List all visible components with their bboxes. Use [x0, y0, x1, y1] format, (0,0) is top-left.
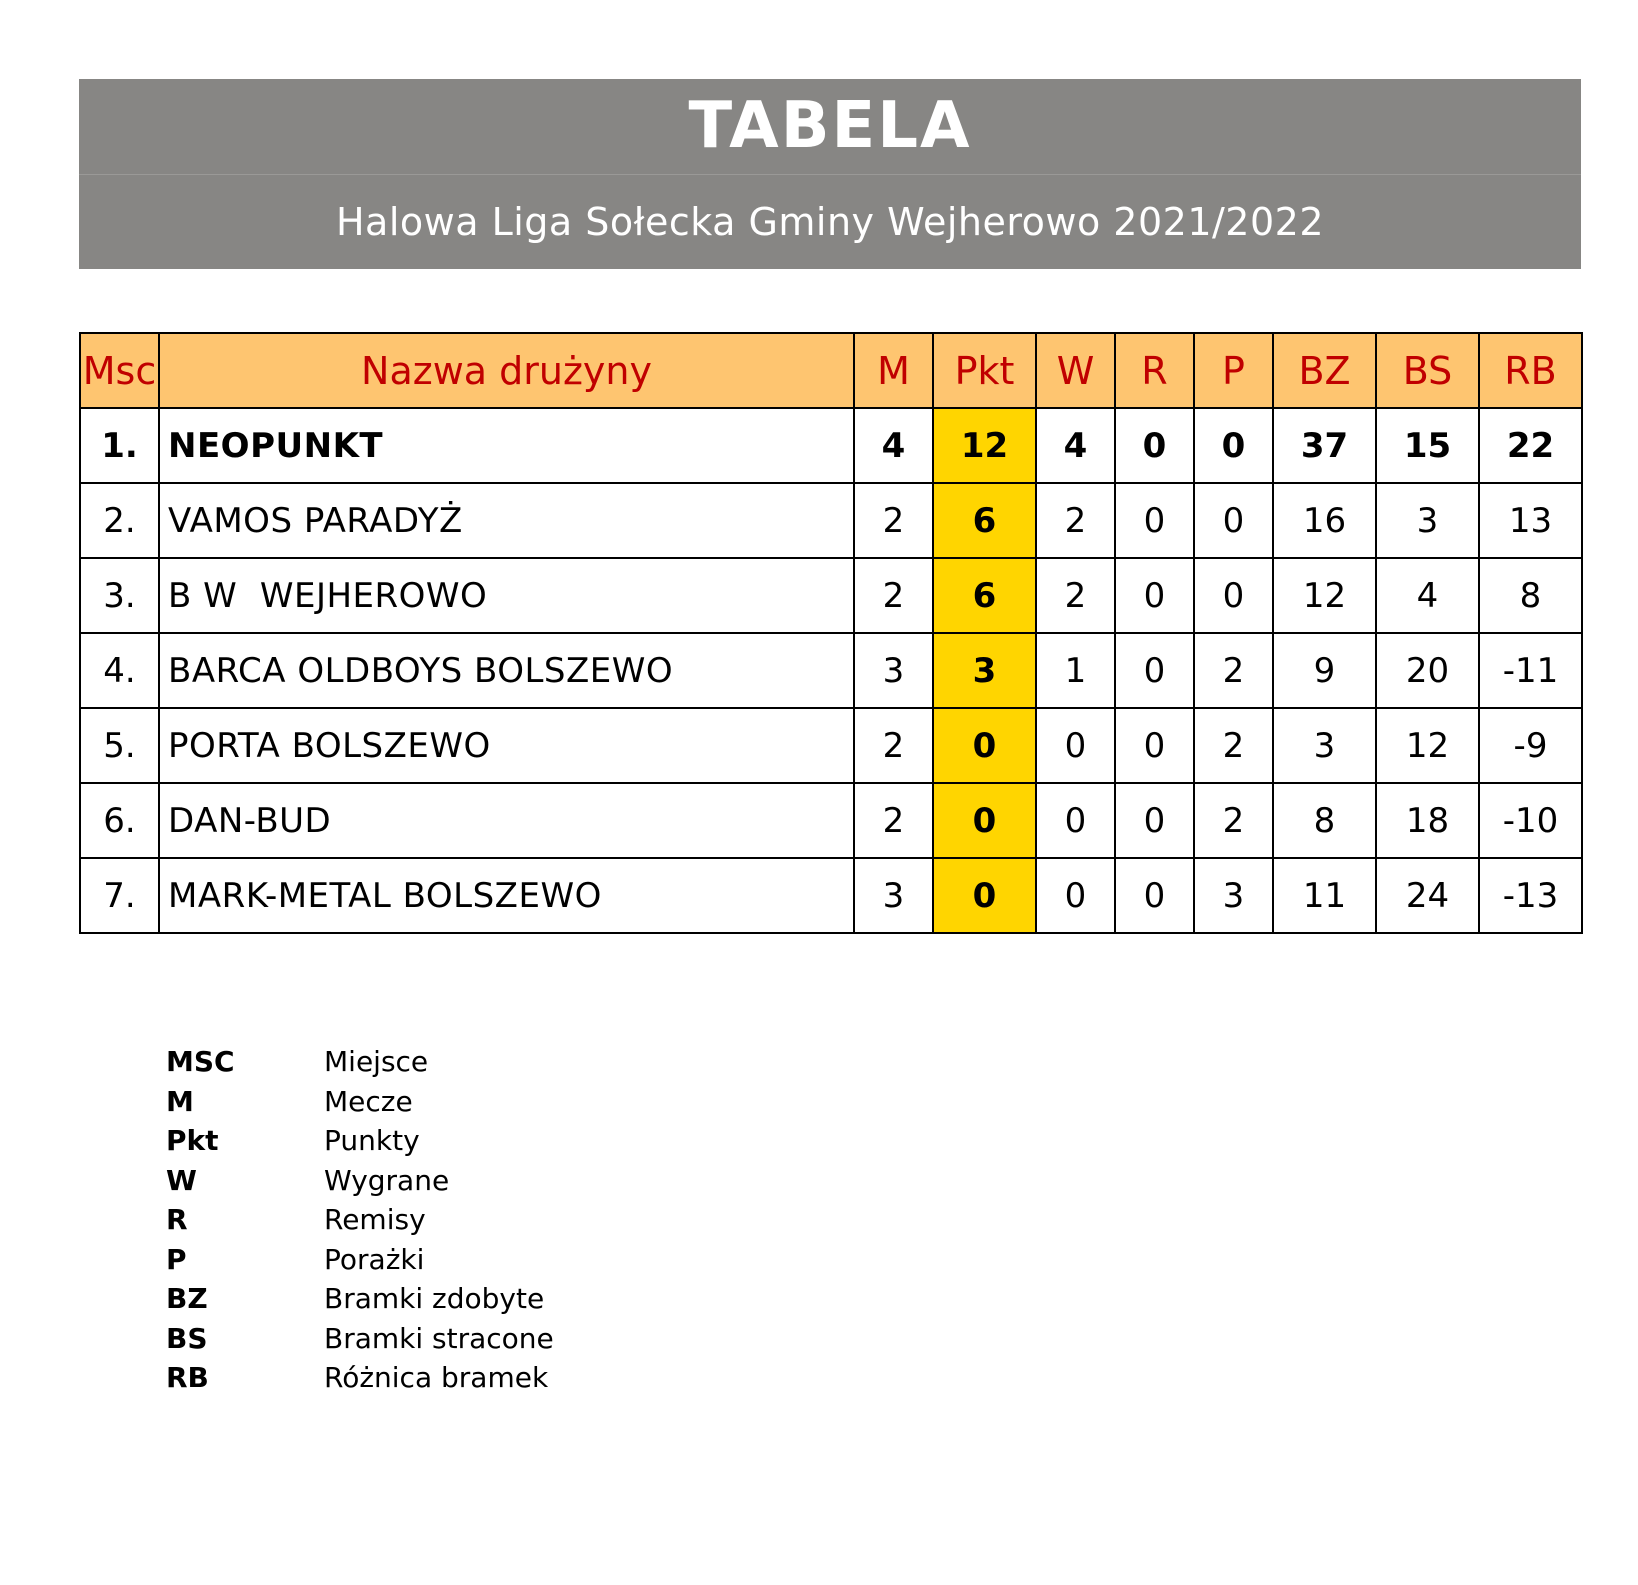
cell-m: 3 [854, 633, 933, 708]
header-m: M [854, 333, 933, 408]
cell-p: 3 [1194, 858, 1273, 933]
cell-w: 2 [1036, 558, 1115, 633]
legend-abbr: Pkt [166, 1124, 219, 1157]
header-msc: Msc [80, 333, 159, 408]
cell-rb: -9 [1479, 708, 1582, 783]
cell-bz: 9 [1273, 633, 1376, 708]
cell-bz: 3 [1273, 708, 1376, 783]
header-pkt: Pkt [933, 333, 1036, 408]
cell-team: DAN-BUD [159, 783, 854, 858]
cell-p: 2 [1194, 633, 1273, 708]
legend-abbr: RB [166, 1361, 209, 1394]
cell-pkt: 3 [933, 633, 1036, 708]
table-row [80, 558, 1582, 633]
legend-row [166, 1161, 554, 1201]
cell-r: 0 [1115, 858, 1194, 933]
cell-p: 2 [1194, 783, 1273, 858]
header-p: P [1194, 333, 1273, 408]
cell-w: 0 [1036, 783, 1115, 858]
cell-bz: 37 [1273, 408, 1376, 483]
legend-desc: Mecze [324, 1084, 413, 1118]
table-row [80, 408, 1582, 483]
cell-msc: 3. [80, 558, 159, 633]
header-team: Nazwa drużyny [159, 333, 854, 408]
legend-row [166, 1358, 554, 1398]
header-bz: BZ [1273, 333, 1376, 408]
legend-abbr: MSC [166, 1045, 235, 1078]
cell-bz: 8 [1273, 783, 1376, 858]
cell-p: 2 [1194, 708, 1273, 783]
cell-r: 0 [1115, 633, 1194, 708]
cell-p: 0 [1194, 408, 1273, 483]
cell-bz: 11 [1273, 858, 1376, 933]
table-row [80, 708, 1582, 783]
cell-msc: 5. [80, 708, 159, 783]
cell-rb: -11 [1479, 633, 1582, 708]
page-subtitle: Halowa Liga Sołecka Gminy Wejherowo 2021/2022 [335, 200, 1325, 244]
legend-desc: Bramki stracone [324, 1321, 554, 1355]
legend-row [166, 1279, 554, 1319]
header-w: W [1036, 333, 1115, 408]
cell-r: 0 [1115, 783, 1194, 858]
table-row [80, 783, 1582, 858]
legend-desc: Wygrane [324, 1163, 450, 1197]
table-row [80, 483, 1582, 558]
cell-team: PORTA BOLSZEWO [159, 708, 854, 783]
legend-row [166, 1240, 554, 1280]
cell-m: 3 [854, 858, 933, 933]
legend-row [166, 1121, 554, 1161]
cell-msc: 6. [80, 783, 159, 858]
cell-bs: 24 [1376, 858, 1479, 933]
cell-team: BARCA OLDBOYS BOLSZEWO [159, 633, 854, 708]
cell-bs: 18 [1376, 783, 1479, 858]
cell-w: 4 [1036, 408, 1115, 483]
cell-msc: 2. [80, 483, 159, 558]
cell-p: 0 [1194, 558, 1273, 633]
cell-team: B W WEJHEROWO [159, 558, 854, 633]
cell-msc: 7. [80, 858, 159, 933]
cell-w: 0 [1036, 708, 1115, 783]
legend-abbr: R [166, 1203, 188, 1236]
standings-table [79, 332, 1583, 934]
legend-row [166, 1200, 554, 1240]
legend-abbr: BZ [166, 1282, 208, 1315]
cell-rb: -13 [1479, 858, 1582, 933]
legend [166, 1042, 554, 1398]
legend-desc: Różnica bramek [324, 1361, 549, 1394]
cell-rb: -10 [1479, 783, 1582, 858]
legend-row [166, 1042, 554, 1082]
legend-row [166, 1319, 554, 1359]
cell-m: 2 [854, 708, 933, 783]
cell-m: 2 [854, 483, 933, 558]
cell-team: VAMOS PARADYŻ [159, 483, 854, 558]
cell-pkt: 0 [933, 858, 1036, 933]
cell-m: 2 [854, 558, 933, 633]
cell-msc: 4. [80, 633, 159, 708]
cell-bs: 3 [1376, 483, 1479, 558]
legend-abbr: P [166, 1242, 187, 1276]
cell-bz: 12 [1273, 558, 1376, 633]
cell-bs: 15 [1376, 408, 1479, 483]
cell-bs: 4 [1376, 558, 1479, 633]
legend-desc: Punkty [324, 1124, 420, 1157]
cell-w: 1 [1036, 633, 1115, 708]
legend-abbr: M [166, 1084, 194, 1118]
header-r: R [1115, 333, 1194, 408]
cell-team: NEOPUNKT [159, 408, 854, 483]
cell-pkt: 6 [933, 558, 1036, 633]
cell-rb: 13 [1479, 483, 1582, 558]
cell-w: 0 [1036, 858, 1115, 933]
cell-p: 0 [1194, 483, 1273, 558]
legend-desc: Miejsce [324, 1045, 429, 1078]
cell-bz: 16 [1273, 483, 1376, 558]
cell-bs: 20 [1376, 633, 1479, 708]
cell-bs: 12 [1376, 708, 1479, 783]
header-row [80, 333, 1582, 408]
cell-team: MARK-METAL BOLSZEWO [159, 858, 854, 933]
cell-rb: 22 [1479, 408, 1582, 483]
legend-abbr: W [166, 1163, 197, 1197]
cell-r: 0 [1115, 408, 1194, 483]
legend-desc: Bramki zdobyte [324, 1282, 545, 1315]
legend-row [166, 1082, 554, 1122]
cell-pkt: 6 [933, 483, 1036, 558]
cell-r: 0 [1115, 708, 1194, 783]
header-rb: RB [1479, 333, 1582, 408]
cell-pkt: 0 [933, 783, 1036, 858]
cell-m: 4 [854, 408, 933, 483]
legend-desc: Porażki [324, 1242, 425, 1276]
cell-m: 2 [854, 783, 933, 858]
cell-r: 0 [1115, 483, 1194, 558]
cell-pkt: 0 [933, 708, 1036, 783]
cell-msc: 1. [80, 408, 159, 483]
cell-r: 0 [1115, 558, 1194, 633]
table-row [80, 633, 1582, 708]
legend-desc: Remisy [324, 1203, 426, 1236]
legend-abbr: BS [166, 1321, 208, 1355]
table-row [80, 858, 1582, 933]
page-title: TABELA [688, 89, 972, 163]
cell-w: 2 [1036, 483, 1115, 558]
title-banner [79, 79, 1581, 269]
cell-rb: 8 [1479, 558, 1582, 633]
cell-pkt: 12 [933, 408, 1036, 483]
header-bs: BS [1376, 333, 1479, 408]
